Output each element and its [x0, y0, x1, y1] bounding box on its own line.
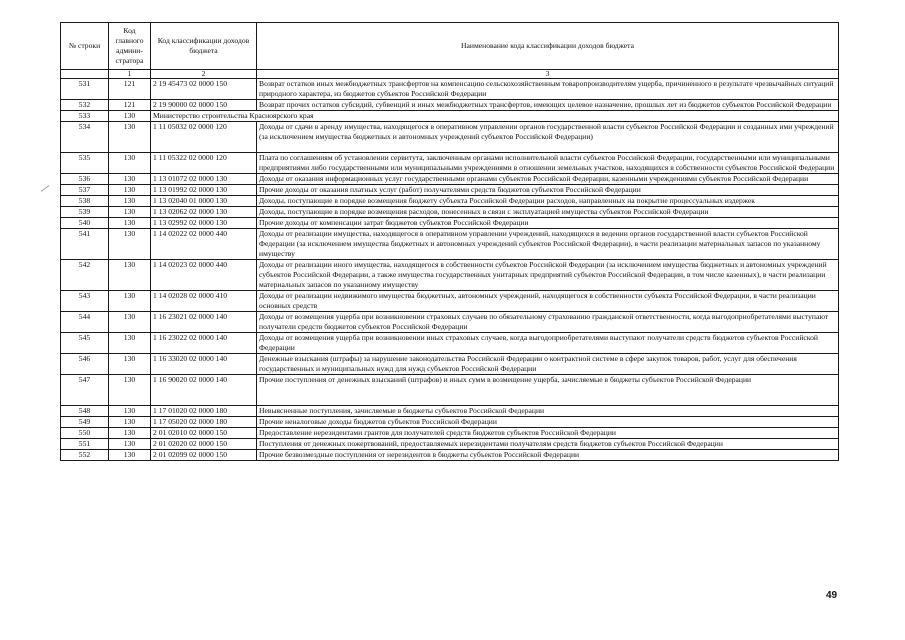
row-number: 550 — [61, 428, 109, 439]
row-number: 533 — [61, 111, 109, 122]
table-row — [61, 207, 839, 218]
table-row — [61, 229, 839, 260]
table-row — [61, 196, 839, 207]
administrator-name: Министерство строительства Красноярского края — [151, 111, 839, 122]
admin-code: 130 — [109, 354, 151, 375]
table-row — [61, 439, 839, 450]
code-name: Доходы, поступающие в порядке возмещения бюджету субъекта Российской Федерации расходов, направленных на покрытие процессуальных издержек — [257, 196, 839, 207]
row-number: 534 — [61, 122, 109, 153]
column-index-3: 3 — [257, 70, 839, 79]
admin-code: 130 — [109, 111, 151, 122]
row-number: 546 — [61, 354, 109, 375]
code-name: Доходы, поступающие в порядке возмещения расходов, понесенных в связи с эксплуатацией имущества субъектов Российской Федерации — [257, 207, 839, 218]
row-number: 542 — [61, 260, 109, 291]
scan-mark — [41, 185, 50, 192]
row-number: 536 — [61, 174, 109, 185]
revenue-classification-table — [60, 22, 839, 461]
table-row — [61, 333, 839, 354]
column-index-empty — [61, 70, 109, 79]
row-number: 547 — [61, 375, 109, 406]
admin-code: 130 — [109, 218, 151, 229]
row-number: 535 — [61, 153, 109, 174]
classification-code: 1 13 02062 02 0000 130 — [151, 207, 257, 218]
table-row — [61, 111, 839, 122]
code-name: Прочие доходы от оказания платных услуг (работ) получателями средств бюджетов субъектов Российской Федерации — [257, 185, 839, 196]
code-name: Прочие поступления от денежных взысканий (штрафов) и иных сумм в возмещение ущерба, зачисляемые в бюджеты субъектов Российской Федерации — [257, 375, 839, 406]
table-row — [61, 185, 839, 196]
admin-code: 130 — [109, 207, 151, 218]
classification-code: 1 16 23021 02 0000 140 — [151, 312, 257, 333]
admin-code: 130 — [109, 291, 151, 312]
header-row-number: № строки — [61, 23, 109, 70]
admin-code: 130 — [109, 406, 151, 417]
header-admin-code: Код главного админи-стратора — [109, 23, 151, 70]
row-number: 532 — [61, 100, 109, 111]
row-number: 552 — [61, 450, 109, 461]
row-number: 544 — [61, 312, 109, 333]
table-row — [61, 291, 839, 312]
classification-code: 1 11 05322 02 0000 120 — [151, 153, 257, 174]
table-row — [61, 312, 839, 333]
table-row — [61, 218, 839, 229]
table-row — [61, 417, 839, 428]
column-index-row — [61, 70, 839, 79]
classification-code: 1 13 02992 02 0000 130 — [151, 218, 257, 229]
code-name: Возврат остатков иных межбюджетных трансфертов на компенсацию сельскохозяйственным товаропроизводителям ущерба, причиненного в результате чрезвычайных ситуаций природного характера, из бюджетов субъектов Российской Федерации — [257, 79, 839, 100]
code-name: Доходы от сдачи в аренду имущества, находящегося в оперативном управлении органов государственной власти субъектов Российской Федерации и созданных ими учреждений (за исключением имущества бюджетных и автономных учреждений субъектов Российской Федерации) — [257, 122, 839, 153]
table-row — [61, 375, 839, 406]
row-number: 543 — [61, 291, 109, 312]
table-row — [61, 354, 839, 375]
table-row — [61, 260, 839, 291]
code-name: Поступления от денежных пожертвований, предоставляемых нерезидентами получателям средств бюджетов субъектов Российской Федерации — [257, 439, 839, 450]
code-name: Невыясненные поступления, зачисляемые в бюджеты субъектов Российской Федерации — [257, 406, 839, 417]
classification-code: 1 17 01020 02 0000 180 — [151, 406, 257, 417]
table-body — [61, 79, 839, 461]
admin-code: 130 — [109, 153, 151, 174]
admin-code: 130 — [109, 196, 151, 207]
admin-code: 130 — [109, 450, 151, 461]
row-number: 538 — [61, 196, 109, 207]
table-row — [61, 450, 839, 461]
code-name: Предоставление нерезидентами грантов для получателей средств бюджетов субъектов Российской Федерации — [257, 428, 839, 439]
row-number: 540 — [61, 218, 109, 229]
column-index-2: 2 — [151, 70, 257, 79]
admin-code: 130 — [109, 417, 151, 428]
row-number: 539 — [61, 207, 109, 218]
code-name: Возврат прочих остатков субсидий, субвенций и иных межбюджетных трансфертов, имеющих целевое назначение, прошлых лет из бюджетов субъектов Российской Федерации — [257, 100, 839, 111]
admin-code: 121 — [109, 100, 151, 111]
row-number: 551 — [61, 439, 109, 450]
code-name: Доходы от возмещения ущерба при возникновении страховых случаев по обязательному страхованию гражданской ответственности, когда выгодоприобретателями выступают получатели средств бюджетов субъектов Российской Федерации — [257, 312, 839, 333]
table-row — [61, 100, 839, 111]
table-row — [61, 153, 839, 174]
classification-code: 2 19 90000 02 0000 150 — [151, 100, 257, 111]
classification-code: 1 16 23022 02 0000 140 — [151, 333, 257, 354]
header-classification-code: Код классификации доходов бюджета — [151, 23, 257, 70]
code-name: Прочие безвозмездные поступления от нерезидентов в бюджеты субъектов Российской Федерации — [257, 450, 839, 461]
row-number: 537 — [61, 185, 109, 196]
row-number: 548 — [61, 406, 109, 417]
code-name: Доходы от возмещения ущерба при возникновении иных страховых случаев, когда выгодоприобретателями выступают получатели средств бюджетов субъектов Российской Федерации — [257, 333, 839, 354]
code-name: Денежные взыскания (штрафы) за нарушение законодательства Российской Федерации о контрактной системе в сфере закупок товаров, работ, услуг для обеспечения государственных и муниципальных нужд для нужд субъектов Российской Федерации — [257, 354, 839, 375]
column-index-1: 1 — [109, 70, 151, 79]
row-number: 549 — [61, 417, 109, 428]
admin-code: 130 — [109, 260, 151, 291]
classification-code: 1 13 01992 02 0000 130 — [151, 185, 257, 196]
classification-code: 1 14 02023 02 0000 440 — [151, 260, 257, 291]
classification-code: 1 16 90020 02 0000 140 — [151, 375, 257, 406]
classification-code: 2 01 02010 02 0000 150 — [151, 428, 257, 439]
classification-code: 1 11 05032 02 0000 120 — [151, 122, 257, 153]
code-name: Доходы от реализации иного имущества, находящегося в собственности субъектов Российской Федерации (за исключением имущества бюджетных и автономных учреждений субъектов Российской Федерации, а также имущества государственных унитарных предприятий субъектов Российской Федерации, в том числе казенных), в части реализации материальных запасов по указанному имуществу — [257, 260, 839, 291]
page-number: 49 — [826, 590, 838, 601]
row-number: 541 — [61, 229, 109, 260]
classification-code: 2 01 02020 02 0000 150 — [151, 439, 257, 450]
admin-code: 130 — [109, 333, 151, 354]
code-name: Прочие доходы от компенсации затрат бюджетов субъектов Российской Федерации — [257, 218, 839, 229]
code-name: Доходы от реализации недвижимого имущества бюджетных, автономных учреждений, находящегося в собственности субъекта Российской Федерации, в части реализации основных средств — [257, 291, 839, 312]
admin-code: 130 — [109, 185, 151, 196]
table-row — [61, 122, 839, 153]
classification-code: 2 19 45473 02 0000 150 — [151, 79, 257, 100]
classification-code: 2 01 02099 02 0000 150 — [151, 450, 257, 461]
classification-code: 1 14 02022 02 0000 440 — [151, 229, 257, 260]
row-number: 545 — [61, 333, 109, 354]
classification-code: 1 17 05020 02 0000 180 — [151, 417, 257, 428]
admin-code: 130 — [109, 439, 151, 450]
admin-code: 130 — [109, 428, 151, 439]
header-code-name: Наименование кода классификации доходов бюджета — [257, 23, 839, 70]
table-row — [61, 174, 839, 185]
classification-code: 1 16 33020 02 0000 140 — [151, 354, 257, 375]
classification-code: 1 14 02028 02 0000 410 — [151, 291, 257, 312]
admin-code: 130 — [109, 229, 151, 260]
header-row — [61, 23, 839, 70]
classification-code: 1 13 01072 02 0000 130 — [151, 174, 257, 185]
admin-code: 121 — [109, 79, 151, 100]
code-name: Доходы от оказания информационных услуг государственными органами субъектов Российской Федерации, казенными учреждениями субъектов Российской Федерации — [257, 174, 839, 185]
table-row — [61, 428, 839, 439]
code-name: Прочие неналоговые доходы бюджетов субъектов Российской Федерации — [257, 417, 839, 428]
admin-code: 130 — [109, 174, 151, 185]
admin-code: 130 — [109, 312, 151, 333]
admin-code: 130 — [109, 375, 151, 406]
code-name: Доходы от реализации имущества, находящегося в оперативном управлении учреждений, находящихся в ведении органов государственной власти субъектов Российской Федерации (за исключением имущества бюджетных и автономных учреждений субъектов Российской Федерации), в части реализации материальных запасов по указанному имуществу — [257, 229, 839, 260]
table-row — [61, 79, 839, 100]
classification-code: 1 13 02040 01 0000 130 — [151, 196, 257, 207]
code-name: Плата по соглашениям об установлении сервитута, заключенным органами исполнительной власти субъектов Российской Федерации, государственными или муниципальными предприятиями либо государственными или муниципальными учреждениями в отношении земельных участков, находящихся в собственности субъектов Российской Федерации — [257, 153, 839, 174]
row-number: 531 — [61, 79, 109, 100]
table-row — [61, 406, 839, 417]
admin-code: 130 — [109, 122, 151, 153]
